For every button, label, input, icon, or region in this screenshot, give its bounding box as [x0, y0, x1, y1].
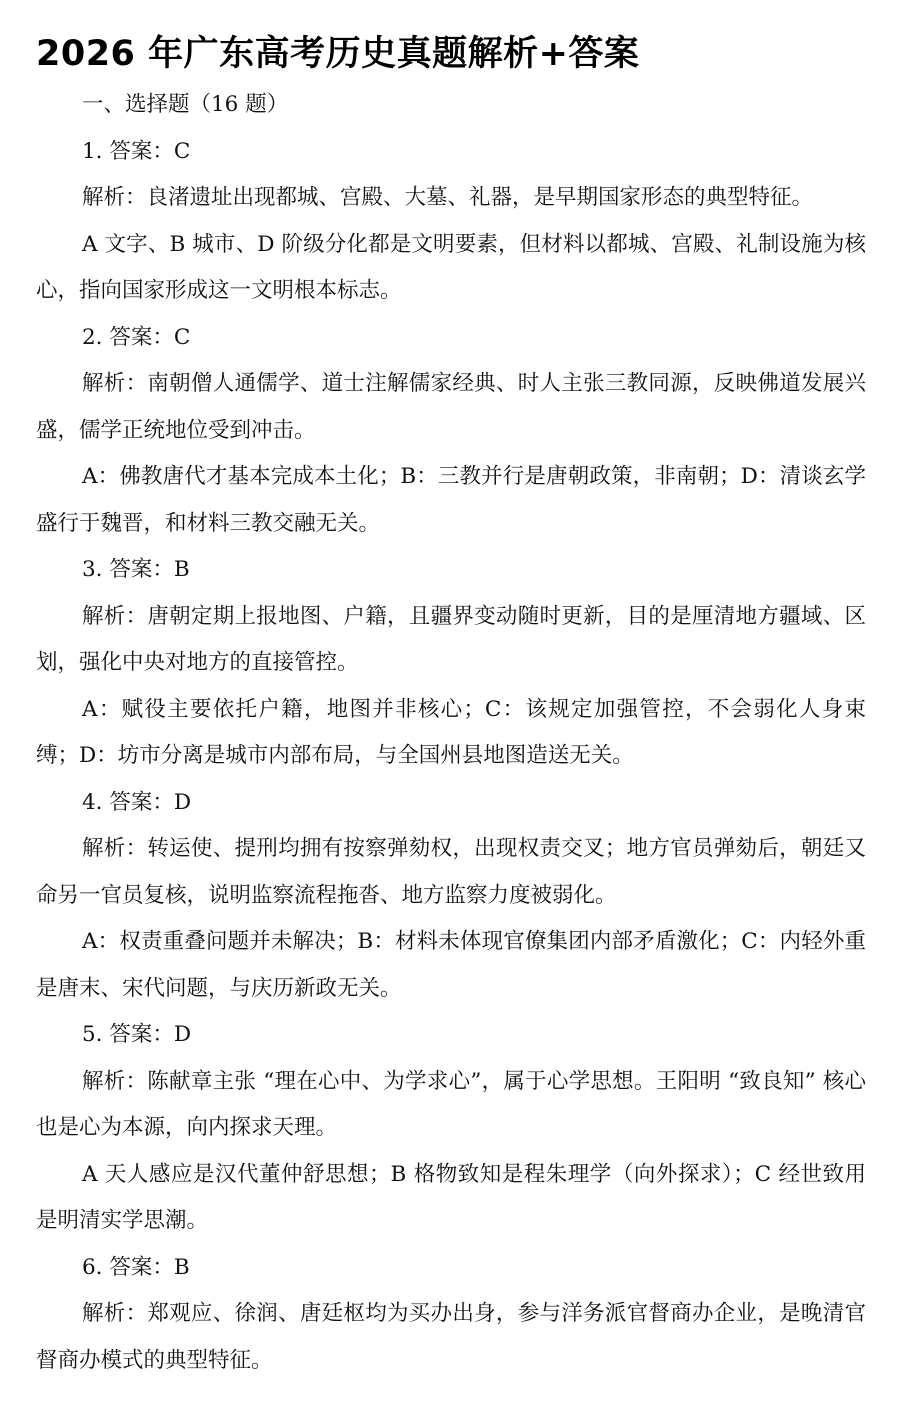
answer-line: 4. 答案：D: [82, 789, 192, 815]
answer-line: 5. 答案：D: [82, 1022, 192, 1047]
question-5: [36, 1012, 866, 1245]
analysis-paragraph: 解析：南朝僧人通儒学、道士注解儒家经典、时人主张三教同源，反映佛道发展兴盛，儒学正统地位受到冲击。: [36, 371, 866, 443]
options-paragraph: A：赋役主要依托户籍，地图并非核心；C：该规定加强管控，不会弱化人身束缚；D：坊市分离是城市内部布局，与全国州县地图造送无关。: [36, 696, 866, 768]
question-1: [36, 129, 866, 315]
section-heading: 一、选择题（16 题）: [82, 92, 289, 117]
page-title: 2026 年广东高考历史真题解析+答案: [36, 34, 640, 74]
options-paragraph: A 天人感应是汉代董仲舒思想；B 格物致知是程朱理学（向外探求）；C 经世致用是明清实学思潮。: [36, 1161, 866, 1233]
analysis-paragraph: 解析：唐朝定期上报地图、户籍，且疆界变动随时更新，目的是厘清地方疆域、区划，强化中央对地方的直接管控。: [36, 603, 866, 675]
answer-line: 6. 答案：B: [82, 1254, 190, 1280]
options-paragraph: A 文字、B 城市、D 阶级分化都是文明要素，但材料以都城、宫殿、礼制设施为核心，指向国家形成这一文明根本标志。: [36, 231, 866, 303]
options-paragraph: A：佛教唐代才基本完成本土化；B：三教并行是唐朝政策，非南朝；D：清谈玄学盛行于魏晋，和材料三教交融无关。: [36, 464, 866, 536]
question-4: [36, 780, 866, 1013]
options-paragraph: A：权责重叠问题并未解决；B：材料未体现官僚集团内部矛盾激化；C：内轻外重是唐末、宋代问题，与庆历新政无关。: [36, 929, 866, 1001]
question-3: [36, 547, 866, 780]
analysis-paragraph: 解析：良渚遗址出现都城、宫殿、大墓、礼器，是早期国家形态的典型特征。: [82, 185, 814, 210]
question-2: [36, 315, 866, 548]
analysis-paragraph: 解析：郑观应、徐润、唐廷枢均为买办出身，参与洋务派官督商办企业，是晚清官督商办模式的典型特征。: [36, 1301, 866, 1373]
answer-line: 1. 答案：C: [82, 138, 191, 164]
answer-line: 3. 答案：B: [82, 557, 190, 582]
answer-line: 2. 答案：C: [82, 324, 191, 350]
analysis-paragraph: 解析：陈献章主张 “理在心中、为学求心”，属于心学思想。王阳明 “致良知” 核心也是心为本源，向内探求天理。: [36, 1068, 866, 1140]
analysis-paragraph: 解析：转运使、提刑均拥有按察弹劾权，出现权责交叉；地方官员弹劾后，朝廷又命另一官员复核，说明监察流程拖沓、地方监察力度被弱化。: [36, 836, 866, 908]
question-6: [36, 1245, 866, 1385]
